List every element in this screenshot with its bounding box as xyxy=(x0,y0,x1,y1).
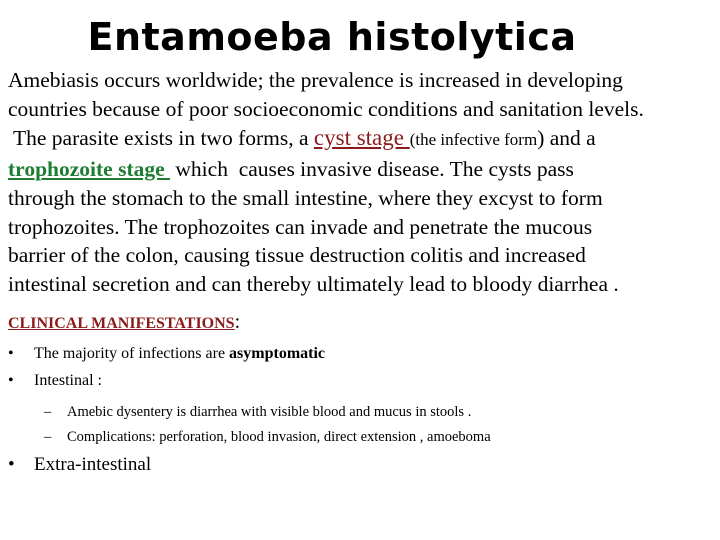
list-item-text: Extra-intestinal xyxy=(34,454,152,475)
paragraph-text: The parasite exists in two forms, a xyxy=(8,125,314,150)
list-item xyxy=(8,340,720,367)
sub-list-item-text: Complications: perforation, blood invasion, direct extension , amoeboma xyxy=(67,429,491,445)
list-item xyxy=(8,450,720,480)
cyst-stage-term: cyst stage xyxy=(313,124,410,150)
list-item-text: Intestinal : xyxy=(34,372,102,389)
trophozoite-stage-term: trophozoite stage xyxy=(8,156,171,181)
paragraph-line: through the stomach to the small intestine, where they excyst to form xyxy=(8,185,603,210)
paragraph-line: trophozoites. The trophozoites can invade and penetrate the mucous xyxy=(8,214,593,239)
intro-paragraph xyxy=(8,66,720,299)
sub-list-item-text: Amebic dysentery is diarrhea with visible blood and mucus in stools . xyxy=(67,404,472,420)
sub-list-item xyxy=(8,425,720,450)
paragraph-line: barrier of the colon, causing tissue destruction colitis and increased xyxy=(8,243,586,268)
bullet-icon: • xyxy=(8,372,14,389)
clinical-manifestations-heading xyxy=(8,309,240,337)
dash-icon: – xyxy=(44,404,52,420)
clinical-list xyxy=(8,340,720,480)
list-item-text: The majority of infections are asymptomatic xyxy=(34,345,326,362)
heading-colon: : xyxy=(234,311,241,333)
paragraph-line xyxy=(8,155,720,184)
dash-icon: – xyxy=(44,429,52,445)
list-item xyxy=(8,367,720,394)
sub-list-item xyxy=(8,400,720,425)
infective-form-note: (the infective form xyxy=(409,129,538,149)
page-title: Entamoeba histolytica xyxy=(87,15,577,59)
paragraph-line xyxy=(8,124,720,155)
bullet-icon: • xyxy=(8,345,14,362)
section-heading-text: CLINICAL MANIFESTATIONS xyxy=(8,315,235,332)
paragraph-line: Amebiasis occurs worldwide; the prevalence is increased in developing xyxy=(8,68,623,92)
asymptomatic-term: asymptomatic xyxy=(229,345,326,362)
paragraph-line: countries because of poor socioeconomic conditions and sanitation levels. xyxy=(8,96,644,121)
paragraph-text: ) and a xyxy=(537,125,596,150)
paragraph-text: which causes invasive disease. The cysts pass xyxy=(170,156,574,181)
bullet-icon: • xyxy=(8,454,15,475)
paragraph-line: intestinal secretion and can thereby ultimately lead to bloody diarrhea . xyxy=(8,272,619,297)
